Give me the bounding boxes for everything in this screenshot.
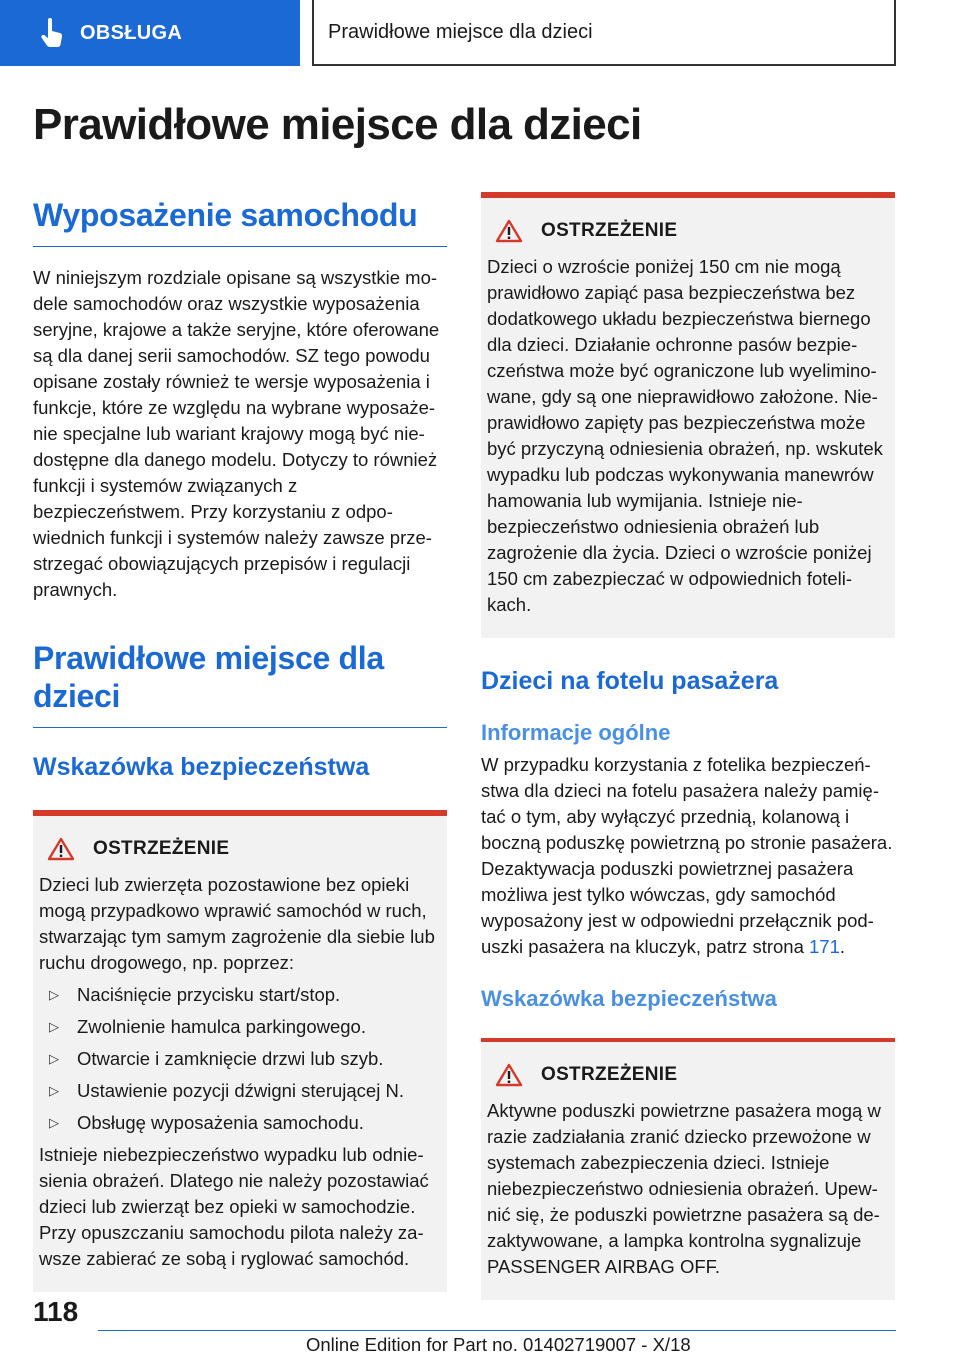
bullet-triangle-icon: ▷ bbox=[49, 987, 59, 1002]
chapter-tab[interactable] bbox=[0, 0, 300, 66]
page-number: 118 bbox=[33, 1296, 79, 1327]
warning-outro: Istnieje niebezpieczeństwo wypadku lub odniesienia obrażeń. Dlatego nie należy pozostawiać dzieci lub zwierząt bez opieki w samochodzie. Przy opuszczaniu samochodu pilota należy zawsze zabierać ze sobą i ryglować samochód. bbox=[39, 1144, 429, 1269]
right-column bbox=[481, 192, 895, 1300]
warning-label: OSTRZEŻENIE bbox=[93, 838, 230, 859]
equipment-heading: Wyposażenie samochodu bbox=[33, 197, 418, 233]
list-item: ▷ Otwarcie i zamknięcie drzwi lub szyb. bbox=[39, 1046, 441, 1072]
warning-text: Dzieci o wzroście poniżej 150 cm nie mogą prawidłowo zapiąć pasa bezpieczeństwa bez dodatkowego układu bezpieczeństwa biernego dla dzieci. Działanie ochronne pasów bezpieczeństwa może być ograniczone lub wyeliminowane, gdy są one nieprawidłowo założone. Nieprawidłowo zapięty pas bezpieczeństwa może być przyczyną odniesienia obrażeń, np. wskutek wypadku lub podczas wykonywania manewrów hamowania lub wymijania. Istnieje niebezpieczeństwo odniesienia obrażeń lub zagrożenie dla życia. Dzieci o wzroście poniżej 150 cm zabezpieczać w odpowiednich fotelikach. bbox=[487, 256, 883, 615]
left-column bbox=[33, 196, 447, 1292]
list-item: ▷ Ustawienie pozycji dźwigni sterującej N. bbox=[39, 1078, 441, 1104]
warning-label: OSTRZEŻENIE bbox=[541, 1064, 678, 1085]
chapter-tab-label: OBSŁUGA bbox=[80, 21, 183, 44]
warning-header bbox=[487, 216, 889, 246]
page-title: Prawidłowe miejsce dla dzieci bbox=[33, 100, 642, 149]
safety-note-heading: Wskazówka bezpieczeństwa bbox=[33, 753, 370, 781]
bullet-triangle-icon: ▷ bbox=[49, 1019, 59, 1034]
running-header-title: Prawidłowe miejsce dla dzieci bbox=[328, 20, 593, 43]
list-item: ▷ Zwolnienie hamulca parkingowego. bbox=[39, 1014, 441, 1040]
passenger-seat-heading: Dzieci na fotelu pasażera bbox=[481, 667, 779, 695]
page-reference-link[interactable]: 171 bbox=[809, 936, 840, 957]
child-seat-heading: Prawidłowe miejsce dla dzieci bbox=[33, 640, 384, 714]
warning-box bbox=[481, 1038, 895, 1300]
running-header bbox=[312, 0, 896, 66]
bullet-triangle-icon: ▷ bbox=[49, 1115, 59, 1130]
general-info-text: W przypadku korzystania z fotelika bezpieczeństwa dla dzieci na fotelu pasażera należy pamiętać o tym, aby wyłączyć przednią, kolanową i boczną poduszkę powietrzną po stronie pasażera. Dezaktywacja poduszki powietrznej pasażera możliwa jest tylko wówczas, gdy samochód wyposażony jest w odpowiedni przełącznik poduszki pasażera na kluczyk, patrz strona 171. bbox=[481, 754, 893, 957]
warning-triangle-icon bbox=[495, 219, 523, 243]
hand-pointer-icon bbox=[38, 18, 66, 48]
list-item: ▷ Obsługę wyposażenia samochodu. bbox=[39, 1110, 441, 1136]
section-divider bbox=[33, 727, 447, 728]
warning-triangle-icon bbox=[495, 1063, 523, 1087]
bullet-triangle-icon: ▷ bbox=[49, 1051, 59, 1066]
safety-note-heading: Wskazówka bezpieczeństwa bbox=[481, 986, 777, 1011]
warning-header bbox=[39, 834, 441, 864]
section-divider bbox=[33, 246, 447, 247]
edition-note: Online Edition for Part no. 01402719007 - X/18 bbox=[306, 1334, 691, 1355]
warning-intro: Dzieci lub zwierzęta pozostawione bez opieki mogą przypadkowo wprawić samochód w ruch, stwarzając tym samym zagrożenie dla siebie lub ruchu drogowego, np. poprzez: bbox=[39, 874, 435, 973]
general-info-heading: Informacje ogólne bbox=[481, 720, 671, 745]
footer-divider bbox=[98, 1330, 896, 1331]
list-item: ▷ Naciśnięcie przycisku start/stop. bbox=[39, 982, 441, 1008]
warning-text: Aktywne poduszki powietrzne pasażera mogą w razie zadziałania zranić dziecko przewożone w systemach zabezpieczenia dzieci. Istnieje niebezpieczeństwo odniesienia obrażeń. Upewnić się, że poduszki powietrzne pasażera są dezaktywowane, a lampka kontrolna sygnalizuje PASSENGER AIRBAG OFF. bbox=[487, 1100, 881, 1277]
warning-header bbox=[487, 1060, 889, 1090]
warning-triangle-icon bbox=[47, 837, 75, 861]
bullet-triangle-icon: ▷ bbox=[49, 1083, 59, 1098]
warning-label: OSTRZEŻENIE bbox=[541, 220, 678, 241]
equipment-text: W niniejszym rozdziale opisane są wszystkie modele samochodów oraz wszystkie wyposażenia seryjne, krajowe a także seryjne, które oferowane są dla danej serii samochodów. SZ tego powodu opisane zostały również te wersje wyposażenia i funkcje, które ze względu na wybrane wyposażenie specjalne lub wariant krajowy mogą być niedostępne dla danego modelu. Dotyczy to również funkcji i systemów związanych z bezpieczeństwem. Przy korzystaniu z odpowiednich funkcji i systemów należy zawsze przestrzegać obowiązujących przepisów i regulacji prawnych. bbox=[33, 267, 440, 600]
warning-box bbox=[481, 192, 895, 638]
warning-box bbox=[33, 810, 447, 1292]
